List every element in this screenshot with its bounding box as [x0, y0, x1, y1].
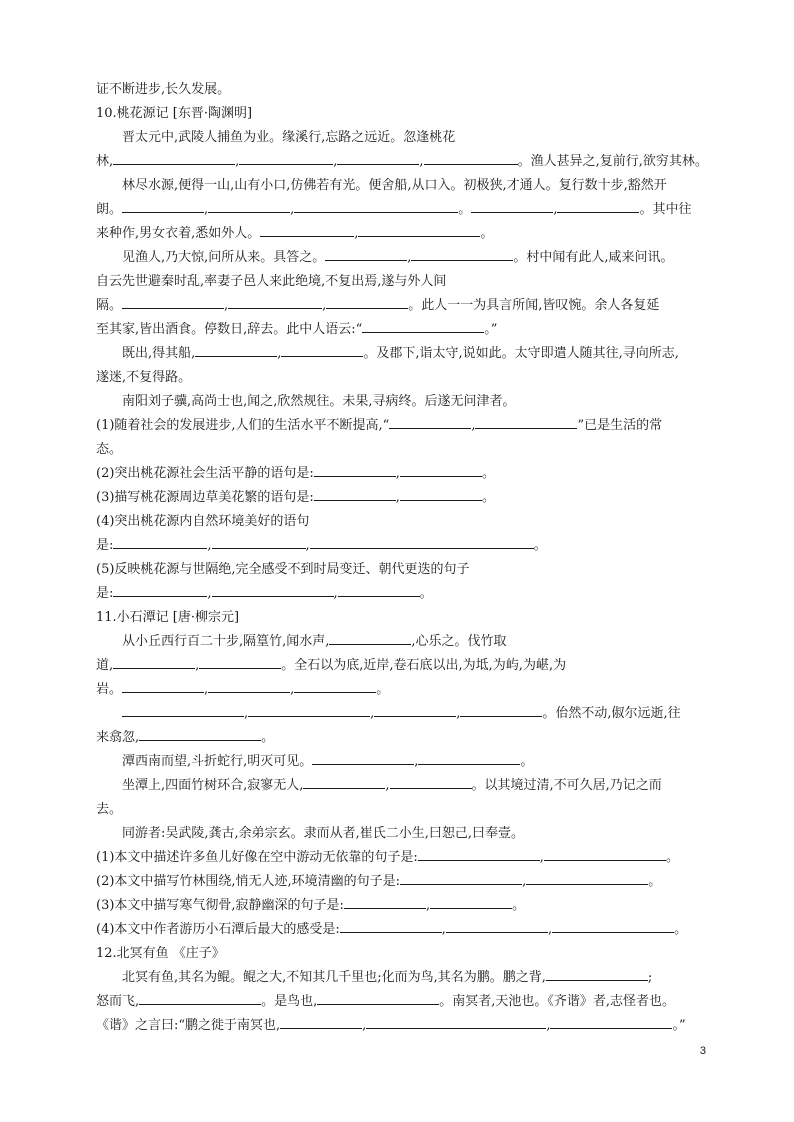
blank[interactable] [208, 678, 290, 693]
blank[interactable] [208, 198, 290, 213]
blank[interactable] [195, 342, 277, 357]
text-line: 道, , 。全石以为底,近岸,卷石底以出,为坻,为屿,为嵁,为 [96, 654, 710, 678]
blank[interactable] [303, 774, 385, 789]
question-1: (1)随着社会的发展进步,人们的生活水平不断提高,“ , ”已是生活的常 [96, 414, 710, 438]
blank[interactable] [113, 150, 235, 165]
blank[interactable] [400, 462, 482, 477]
blank[interactable] [260, 222, 354, 237]
text-line: 是: , , 。 [96, 534, 710, 558]
question-1: (1)本文中描述许多鱼儿好像在空中游动无依靠的句子是: , 。 [96, 846, 710, 870]
blank[interactable] [139, 726, 261, 741]
text-line: 证不断进步,长久发展。 [96, 82, 231, 97]
blank[interactable] [446, 918, 548, 933]
blank[interactable] [122, 198, 204, 213]
blank[interactable] [113, 582, 207, 597]
text-line: 朗。 , , 。 , 。其中往 [96, 198, 710, 222]
blank[interactable] [400, 870, 522, 885]
blank[interactable] [411, 246, 513, 261]
question-2: (2)本文中描写竹林围绕,悄无人迹,环境清幽的句子是: , 。 [96, 870, 710, 894]
blank[interactable] [424, 150, 518, 165]
blank[interactable] [337, 150, 419, 165]
blank[interactable] [314, 486, 396, 501]
blank[interactable] [239, 150, 333, 165]
blank[interactable] [471, 198, 553, 213]
question-4: (4)突出桃花源内自然环境美好的语句 [96, 514, 310, 529]
blank[interactable] [310, 534, 534, 549]
blank[interactable] [122, 678, 204, 693]
blank[interactable] [326, 294, 408, 309]
text-line: 来翕忽, 。 [96, 726, 710, 750]
blank[interactable] [430, 894, 512, 909]
text-line: 《谐》之言曰:“鹏之徙于南冥也, , , 。” [96, 1014, 710, 1038]
text-line: 晋太元中,武陵人捕鱼为业。缘溪行,忘路之远近。忽逢桃花 [122, 130, 456, 145]
blank[interactable] [113, 534, 207, 549]
blank[interactable] [344, 894, 426, 909]
blank[interactable] [400, 486, 482, 501]
blank[interactable] [546, 966, 648, 981]
text-line: 遂迷,不复得路。 [96, 370, 192, 385]
text-line: 从小丘西行百二十步,隔篁竹,闻水声, ,心乐之。伐竹取 [96, 630, 710, 654]
blank[interactable] [418, 846, 540, 861]
blank[interactable] [139, 990, 261, 1005]
text-line: 去。 [96, 802, 123, 817]
question-5: (5)反映桃花源与世隔绝,完全感受不到时局变迁、朝代更迭的句子 [96, 562, 470, 577]
blank[interactable] [389, 414, 471, 429]
page-number: 3 [699, 1045, 706, 1057]
blank[interactable] [475, 414, 577, 429]
text-line: 同游者:吴武陵,龚古,余弟宗玄。隶而从者,崔氏二小生,曰恕己,曰奉壹。 [122, 826, 525, 841]
blank[interactable] [390, 774, 472, 789]
section-title-12: 12.北冥有鱼 《庄子》 [96, 946, 225, 961]
text-line: 北冥有鱼,其名为鲲。鲲之大,不知其几千里也;化而为鸟,其名为鹏。鹏之背, ; [96, 966, 710, 990]
blank[interactable] [358, 222, 480, 237]
blank[interactable] [544, 846, 666, 861]
blank[interactable] [366, 1014, 546, 1029]
text-line: 坐潭上,四面竹树环合,寂寥无人, , 。以其境过清,不可久居,乃记之而 [96, 774, 710, 798]
blank[interactable] [317, 990, 439, 1005]
text-line: 岩。 , , 。 [96, 678, 710, 702]
text-line: 南阳刘子骥,高尚士也,闻之,欣然规往。未果,寻病终。后遂无问津者。 [122, 394, 516, 409]
exercise-content [96, 78, 710, 1038]
blank[interactable] [460, 702, 542, 717]
blank[interactable] [338, 582, 420, 597]
blank[interactable] [340, 918, 442, 933]
text-line: 是: , , 。 [96, 582, 710, 606]
blank[interactable] [280, 1014, 362, 1029]
text-line: , , , 。佁然不动,俶尔远逝,往 [96, 702, 710, 726]
text-line: 至其家,皆出酒食。停数日,辞去。此中人语云:“ 。” [96, 318, 710, 342]
blank[interactable] [122, 294, 224, 309]
blank[interactable] [362, 318, 484, 333]
blank[interactable] [314, 462, 396, 477]
blank[interactable] [329, 630, 411, 645]
text-line: 见渔人,乃大惊,问所从来。具答之。 , 。村中闻有此人,咸来问讯。 [96, 246, 710, 270]
blank[interactable] [228, 294, 322, 309]
question-3: (3)本文中描写寒气彻骨,寂静幽深的句子是: , 。 [96, 894, 710, 918]
question-3: (3)描写桃花源周边草美花繁的语句是: , 。 [96, 486, 710, 510]
blank[interactable] [526, 870, 648, 885]
text-line: 态。 [96, 442, 123, 457]
text-line: 既出,得其船, , 。及郡下,诣太守,说如此。太守即遣人随其往,寻向所志, [96, 342, 710, 366]
blank[interactable] [113, 654, 195, 669]
blank[interactable] [550, 1014, 672, 1029]
question-2: (2)突出桃花源社会生活平静的语句是: , 。 [96, 462, 710, 486]
text-line: 来种作,男女衣着,悉如外人。 , 。 [96, 222, 710, 246]
blank[interactable] [212, 582, 334, 597]
text-line: 隔。 , , 。此人一一为具言所闻,皆叹惋。余人各复延 [96, 294, 710, 318]
text-line: 潭西南而望,斗折蛇行,明灭可见。 , 。 [96, 750, 710, 774]
question-4: (4)本文中作者游历小石潭后最大的感受是: , , 。 [96, 918, 710, 942]
blank[interactable] [248, 702, 370, 717]
text-line: 林, , , , 。渔人甚异之,复前行,欲穷其林。 [96, 150, 710, 174]
section-title-11: 11.小石潭记 [唐·柳宗元] [96, 610, 240, 625]
text-line: 自云先世避秦时乱,率妻子邑人来此绝境,不复出焉,遂与外人间 [96, 274, 447, 289]
blank[interactable] [374, 702, 456, 717]
text-line: 怒而飞, 。是鸟也, 。南冥者,天池也。《齐谐》者,志怪者也。 [96, 990, 710, 1014]
blank[interactable] [281, 342, 363, 357]
blank[interactable] [325, 246, 407, 261]
blank[interactable] [552, 918, 674, 933]
blank[interactable] [122, 702, 244, 717]
blank[interactable] [312, 750, 414, 765]
blank[interactable] [294, 678, 376, 693]
blank[interactable] [199, 654, 281, 669]
blank[interactable] [212, 534, 306, 549]
blank[interactable] [557, 198, 639, 213]
blank[interactable] [418, 750, 520, 765]
section-title-10: 10.桃花源记 [东晋·陶渊明] [96, 106, 253, 121]
text-line: 林尽水源,便得一山,山有小口,仿佛若有光。便舍船,从口入。初极狭,才通人。复行数十步,豁然开 [122, 178, 667, 193]
blank[interactable] [294, 198, 458, 213]
